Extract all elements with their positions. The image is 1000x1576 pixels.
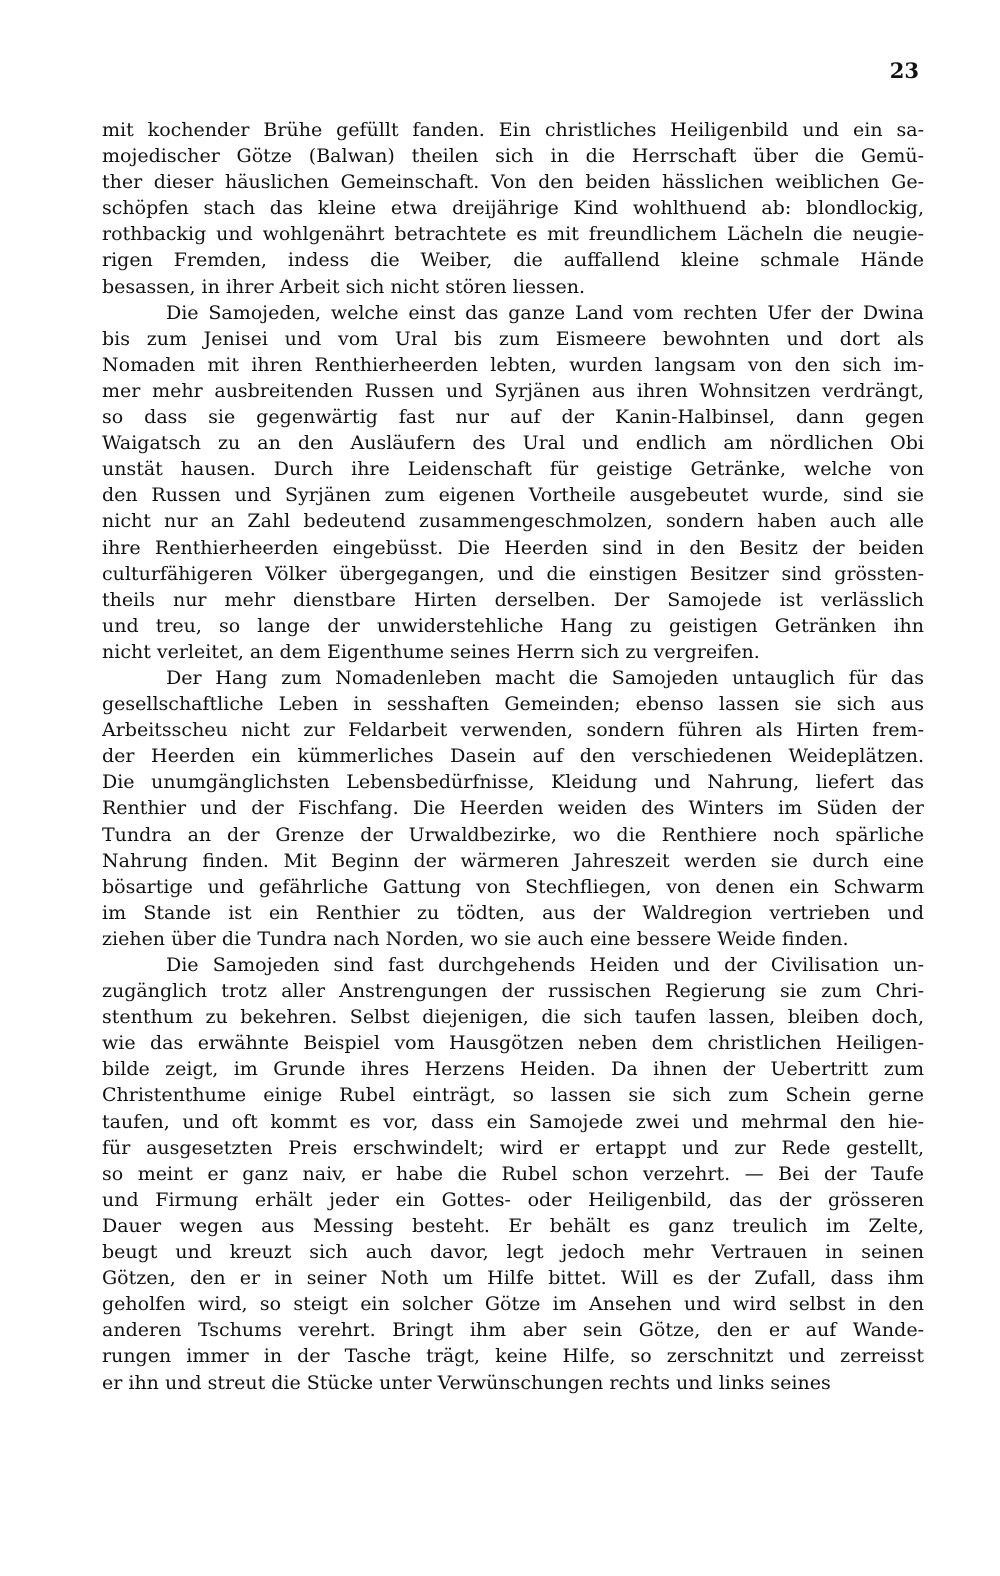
- text-line: mit kochender Brühe gefüllt fanden. Ein christliches Heiligenbild und ein sa-: [102, 119, 924, 141]
- text-line: beugt und kreuzt sich auch davor, legt jedoch mehr Vertrauen in seinen: [102, 1241, 924, 1264]
- text-line: er ihn und streut die Stücke unter Verwünschungen rechts und links seines: [102, 1371, 831, 1394]
- text-line: Die Samojeden sind fast durchgehends Heiden und der Civilisation un-: [166, 954, 924, 976]
- text-line: der Heerden ein kümmerliches Dasein auf den verschiedenen Weideplätzen.: [102, 745, 924, 768]
- text-line: Nomaden mit ihren Renthierheerden lebten, wurden langsam von den sich im-: [102, 353, 924, 376]
- text-line: Christenthume einige Rubel einträgt, so lassen sie sich zum Schein gerne: [102, 1084, 924, 1107]
- text-line: bilde zeigt, im Grunde ihres Herzens Heiden. Da ihnen der Uebertritt zum: [102, 1058, 924, 1081]
- text-line: Arbeitsscheu nicht zur Feldarbeit verwenden, sondern führen als Hirten frem-: [102, 719, 924, 742]
- text-line: rothbackig und wohlgenährt betrachtete es mit freundlichem Lächeln die neugie-: [102, 223, 924, 246]
- text-line: mojedischer Götze (Balwan) theilen sich in die Herrschaft über die Gemü-: [102, 145, 924, 168]
- text-line: zugänglich trotz aller Anstrengungen der russischen Regierung sie zum Chri-: [102, 980, 924, 1003]
- text-line: unstät hausen. Durch ihre Leidenschaft für geistige Getränke, welche von: [102, 458, 924, 481]
- text-line: besassen, in ihrer Arbeit sich nicht stören liessen.: [102, 275, 586, 298]
- paragraph: [102, 665, 924, 952]
- text-line: Renthier und der Fischfang. Die Heerden weiden des Winters im Süden der: [102, 797, 924, 820]
- text-line: ther dieser häuslichen Gemeinschaft. Von den beiden hässlichen weiblichen Ge-: [102, 171, 924, 194]
- text-line: und treu, so lange der unwiderstehliche Hang zu geistigen Getränken ihn: [102, 614, 924, 637]
- text-line: Tundra an der Grenze der Urwaldbezirke, wo die Renthiere noch spärliche: [102, 823, 924, 846]
- text-line: geholfen wird, so steigt ein solcher Götze im Ansehen und wird selbst in den: [102, 1293, 924, 1316]
- text-line: so dass sie gegenwärtig fast nur auf der Kanin-Halbinsel, dann gegen: [102, 406, 924, 429]
- paragraph: [102, 300, 924, 665]
- text-line: für ausgesetzten Preis erschwindelt; wird er ertappt und zur Rede gestellt,: [102, 1136, 924, 1159]
- text-line: Die Samojeden, welche einst das ganze Land vom rechten Ufer der Dwina: [166, 301, 924, 324]
- text-line: gesellschaftliche Leben in sesshaften Gemeinden; ebenso lassen sie sich aus: [102, 693, 924, 716]
- text-line: Dauer wegen aus Messing besteht. Er behält es ganz treulich im Zelte,: [102, 1214, 924, 1237]
- text-line: Götzen, den er in seiner Noth um Hilfe bittet. Will es der Zufall, dass ihm: [102, 1267, 924, 1290]
- text-line: rungen immer in der Tasche trägt, keine Hilfe, so zerschnitzt und zerreisst: [102, 1345, 924, 1368]
- page-number: 23: [889, 58, 919, 83]
- text-line: bösartige und gefährliche Gattung von Stechfliegen, von denen ein Schwarm: [102, 875, 924, 898]
- text-line: und Firmung erhält jeder ein Gottes- oder Heiligenbild, das der grösseren: [102, 1188, 924, 1211]
- text-line: mer mehr ausbreitenden Russen und Syrjänen aus ihren Wohnsitzen verdrängt,: [102, 379, 924, 402]
- text-line: theils nur mehr dienstbare Hirten derselben. Der Samojede ist verlässlich: [102, 588, 924, 611]
- text-line: taufen, und oft kommt es vor, dass ein Samojede zwei und mehrmal den hie-: [102, 1110, 924, 1133]
- text-line: anderen Tschums verehrt. Bringt ihm aber sein Götze, den er auf Wande-: [102, 1319, 924, 1342]
- text-line: Der Hang zum Nomadenleben macht die Samojeden untauglich für das: [166, 666, 924, 689]
- paragraph: [102, 117, 924, 300]
- text-line: nicht verleitet, an dem Eigenthume seines Herrn sich zu vergreifen.: [102, 640, 760, 663]
- text-line: so meint er ganz naiv, er habe die Rubel schon verzehrt. — Bei der Taufe: [102, 1162, 924, 1185]
- text-line: wie das erwähnte Beispiel vom Hausgötzen neben dem christlichen Heiligen-: [102, 1032, 924, 1055]
- text-line: ihre Renthierheerden eingebüsst. Die Heerden sind in den Besitz der beiden: [102, 536, 924, 559]
- text-line: Die unumgänglichsten Lebensbedürfnisse, Kleidung und Nahrung, liefert das: [102, 771, 924, 794]
- text-line: Waigatsch zu an den Ausläufern des Ural und endlich am nördlichen Obi: [102, 432, 924, 455]
- text-line: stenthum zu bekehren. Selbst diejenigen, die sich taufen lassen, bleiben doch,: [102, 1006, 924, 1029]
- text-line: nicht nur an Zahl bedeutend zusammengeschmolzen, sondern haben auch alle: [102, 510, 924, 533]
- text-line: den Russen und Syrjänen zum eigenen Vortheile ausgebeutet wurde, sind sie: [102, 484, 924, 507]
- paragraph: [102, 952, 924, 1396]
- text-line: Nahrung finden. Mit Beginn der wärmeren Jahreszeit werden sie durch eine: [102, 849, 924, 872]
- text-line: ziehen über die Tundra nach Norden, wo sie auch eine bessere Weide finden.: [102, 927, 849, 950]
- text-line: bis zum Jenisei und vom Ural bis zum Eismeere bewohnten und dort als: [102, 327, 924, 350]
- body-text: [102, 117, 924, 1396]
- text-line: rigen Fremden, indess die Weiber, die auffallend kleine schmale Hände: [102, 249, 924, 272]
- text-line: culturfähigeren Völker übergegangen, und die einstigen Besitzer sind grössten-: [102, 562, 924, 585]
- text-line: im Stande ist ein Renthier zu tödten, aus der Waldregion vertrieben und: [102, 901, 924, 924]
- text-line: schöpfen stach das kleine etwa dreijährige Kind wohlthuend ab: blondlockig,: [102, 197, 924, 220]
